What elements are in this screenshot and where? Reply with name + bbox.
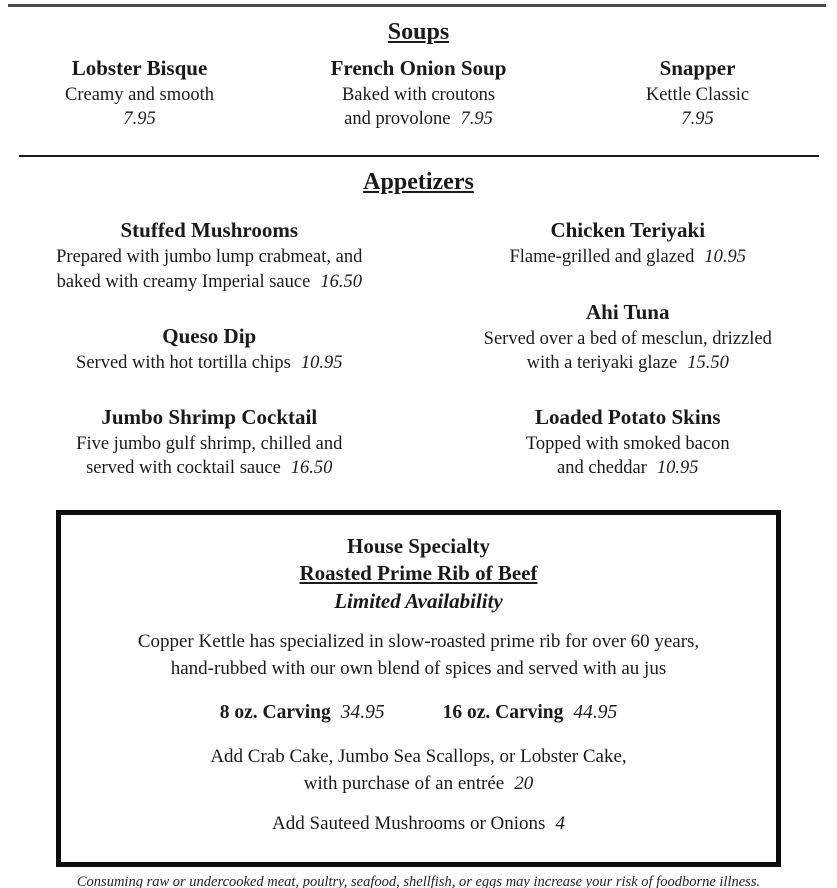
item-price: 16.50 [290, 458, 333, 479]
soup-column [0, 56, 279, 131]
menu-item [419, 218, 837, 269]
soups-items [0, 56, 837, 131]
appetizers-section [0, 169, 837, 510]
item-description: and provolone 7.95 [344, 109, 493, 130]
item-description: baked with creamy Imperial sauce 16.50 [56, 271, 362, 292]
item-description: Baked with croutons [341, 85, 496, 106]
appetizers-items [0, 218, 837, 510]
item-description: Kettle Classic [645, 85, 750, 106]
menu-item [419, 300, 837, 375]
item-name: French Onion Soup [330, 56, 507, 80]
menu-item [0, 218, 419, 293]
carving-options [81, 702, 756, 724]
item-price: 7.95 [123, 109, 156, 130]
appetizers-right-column [419, 218, 837, 510]
specialty-description-line2: hand-rubbed with our own blend of spices and served with au jus [170, 657, 667, 679]
item-price: 10.95 [300, 352, 343, 373]
menu-item [0, 405, 419, 480]
menu-item [419, 405, 837, 480]
item-description: Creamy and smooth [64, 85, 214, 106]
item-name: Lobster Bisque [71, 56, 208, 80]
soup-column [558, 56, 837, 131]
menu-item [0, 56, 279, 131]
soup-column [279, 56, 558, 131]
addon-seafood [81, 744, 756, 797]
menu-item [558, 56, 837, 131]
item-name: Stuffed Mushrooms [120, 218, 299, 243]
carving-label: 8 oz. Carving [219, 702, 331, 724]
item-name: Jumbo Shrimp Cocktail [101, 404, 318, 429]
item-description: Flame-grilled and glazed 10.95 [509, 247, 747, 268]
soups-section-title: Soups [387, 19, 450, 45]
section-divider [19, 155, 819, 157]
item-name: Ahi Tuna [586, 299, 670, 324]
carving-price: 44.95 [573, 702, 618, 724]
item-description: Five jumbo gulf shrimp, chilled and [76, 433, 343, 454]
specialty-availability: Limited Availability [334, 588, 503, 613]
top-divider [8, 4, 826, 7]
item-name: Chicken Teriyaki [550, 218, 706, 243]
foodborne-illness-disclaimer: Consuming raw or undercooked meat, poultry, seafood, shellfish, or eggs may increase your risk of foodborne illness. [76, 873, 761, 888]
specialty-description [81, 629, 756, 682]
specialty-subtitle: Roasted Prime Rib of Beef [299, 561, 538, 586]
item-name: Snapper [659, 56, 736, 80]
addon-line: with purchase of an entrée 20 [303, 772, 534, 794]
item-description: Prepared with jumbo lump crabmeat, and [56, 247, 363, 268]
menu-page [0, 4, 837, 888]
item-price: 10.95 [704, 247, 747, 268]
soups-section [0, 19, 837, 131]
item-price: 7.95 [681, 109, 714, 130]
appetizers-left-column [0, 218, 419, 510]
addon-mushrooms-onions: Add Sauteed Mushrooms or Onions 4 [272, 813, 565, 835]
item-price: 10.95 [656, 458, 699, 479]
carving-label: 16 oz. Carving [442, 702, 564, 724]
specialty-title: House Specialty [347, 534, 490, 559]
item-name: Loaded Potato Skins [534, 404, 721, 429]
specialty-description-line1: Copper Kettle has specialized in slow-roasted prime rib for over 60 years, [137, 630, 700, 652]
menu-item [0, 324, 419, 375]
addon-line: Add Crab Cake, Jumbo Sea Scallops, or Lobster Cake, [210, 746, 627, 768]
item-description: Served over a bed of mesclun, drizzled [483, 328, 772, 349]
item-description: and cheddar 10.95 [556, 458, 699, 479]
appetizers-section-title: Appetizers [363, 169, 474, 196]
addon-price: 4 [555, 813, 565, 835]
carving-option-8oz [220, 702, 385, 724]
carving-option-16oz [443, 702, 618, 724]
item-description: with a teriyaki glaze 15.50 [526, 352, 729, 373]
item-name: Queso Dip [162, 323, 257, 348]
item-price: 15.50 [687, 352, 729, 373]
item-price: 7.95 [460, 109, 493, 130]
item-description: Served with hot tortilla chips 10.95 [76, 352, 343, 373]
item-price: 16.50 [320, 271, 362, 292]
carving-price: 34.95 [340, 702, 385, 724]
item-description: served with cocktail sauce 16.50 [86, 458, 333, 479]
house-specialty-box [56, 510, 781, 867]
addon-price: 20 [514, 772, 534, 794]
item-description: Topped with smoked bacon [525, 433, 730, 454]
menu-item [279, 56, 558, 131]
